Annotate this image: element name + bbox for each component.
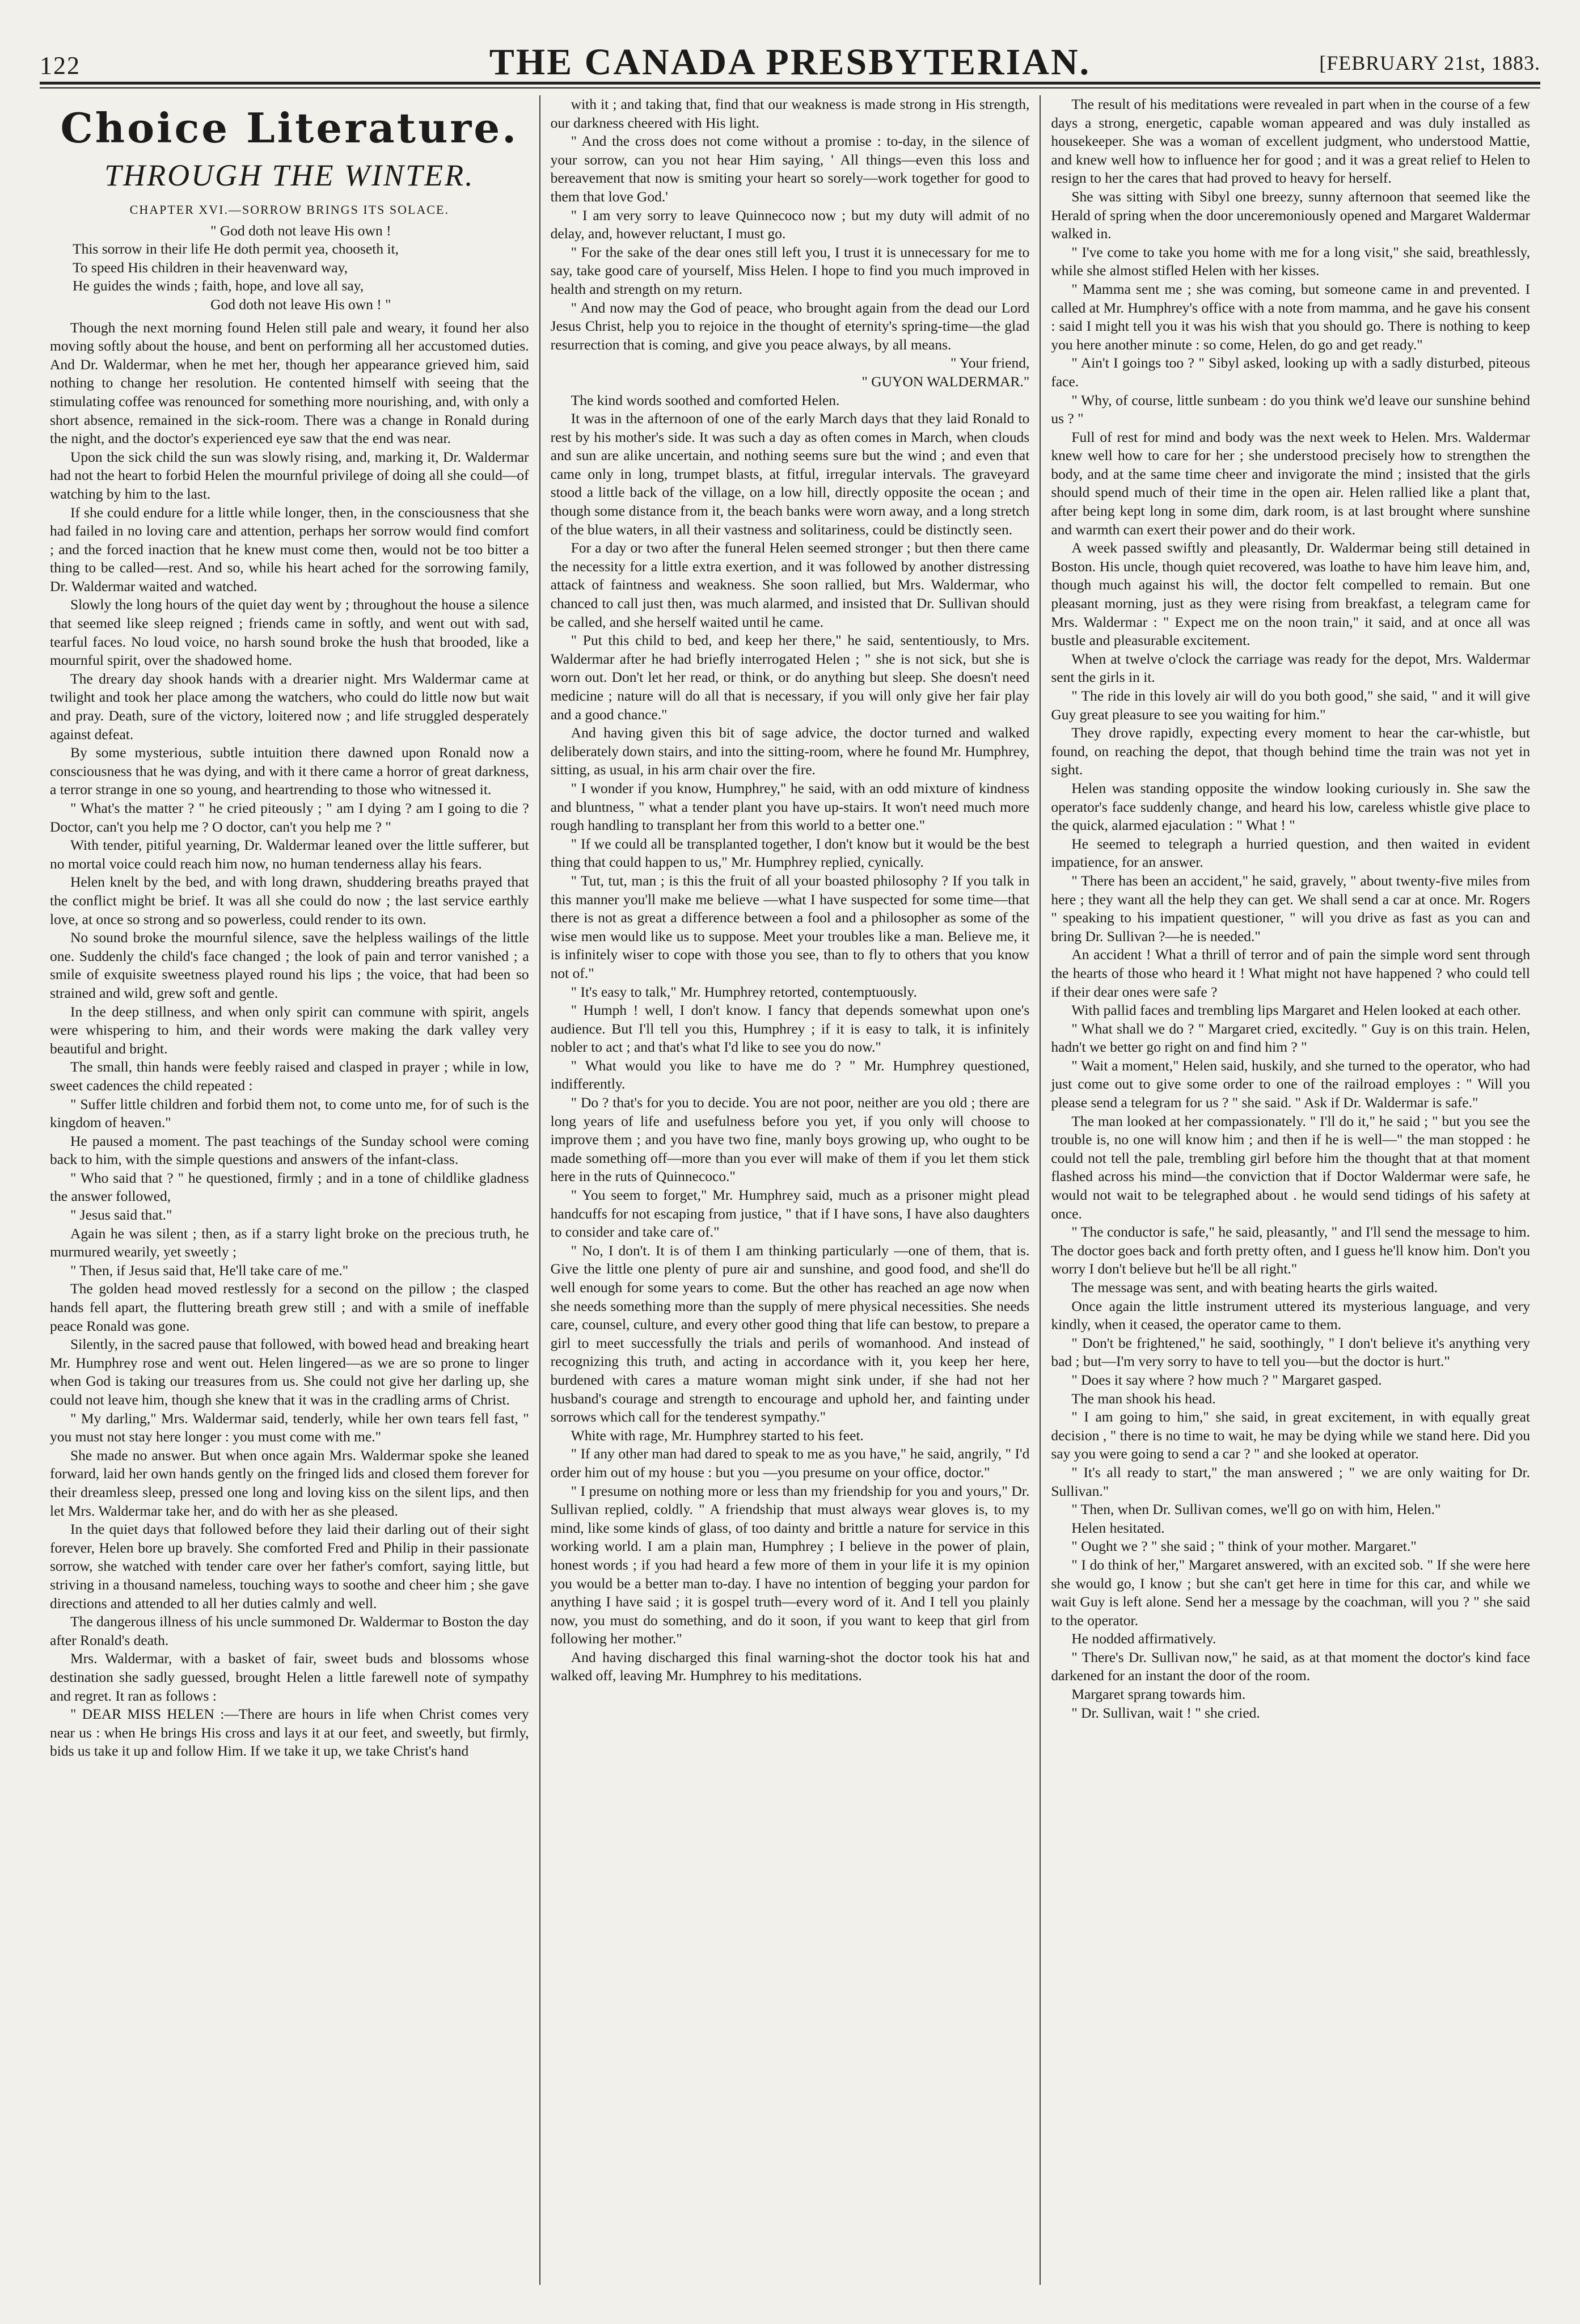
paragraph: " It's all ready to start," the man answered ; " we are only waiting for Dr. Sullivan." — [1051, 1463, 1531, 1499]
paragraph: " Does it say where ? how much ? " Margaret gasped. — [1071, 1371, 1382, 1388]
paragraph: In the quiet days that followed before they laid their darling out of their sight forever, Helen bore up bravely. She comforted Fred and Philip in their passionate sorrow, she watched with tender care over her father's comfort, saying little, but striving in a thousand nameless, touching ways to soothe and cheer him ; she gave directions and attended to all her duties calmly and well. — [50, 1521, 529, 1612]
paragraph: " The ride in this lovely air will do you both good," she said, " and it will give Guy great pleasure to see you waiting for him." — [1051, 688, 1531, 723]
paragraph: " I presume on nothing more or less than my friendship for you and yours," Dr. Sullivan replied, coldly. " A friendship that must always wear gloves is, to my mind, like some kinds of glass, of too dainty and brittle a nature for service in this working world. I am a plain man, Humphrey ; I believe in the power of plain, honest words ; if you had heard a few more of them in your life it is my opinion you would be a better man to-day. I have no intention of begging your pardon for anything I have said ; it is gospel truth—every word of it. And I tell you plainly now, you must do something, and do it soon, if you want to keep that girl from following her mother." — [550, 1482, 1030, 1647]
paragraph: He seemed to telegraph a hurried question, and then waited in evident impatience, for an answer. — [1051, 835, 1531, 871]
paragraph: With pallid faces and trembling lips Margaret and Helen looked at each other. — [1071, 1002, 1521, 1019]
paragraph: A week passed swiftly and pleasantly, Dr. Waldermar being still detained in Boston. His uncle, though quiet recovered, was loathe to have him leave him, and, though much against his will, the doctor felt compelled to remain. But one pleasant morning, just as they were rising from breakfast, a telegram came for Mrs. Waldermar : " Expect me on the noon train," it said, and at once all was bustle and pleasurable excitement. — [1051, 539, 1531, 649]
paragraph: " Why, of course, little sunbeam : do you think we'd leave our sunshine behind us ? " — [1051, 391, 1531, 427]
paragraph: For a day or two after the funeral Helen seemed stronger ; but then there came the necessity for a little extra exertion, and it was followed by another distressing attack of faintness and weakness. She soon rallied, but Mrs. Waldermar, who chanced to call just then, was much alarmed, and insisted that Dr. Sullivan should be called, and she herself waited until he came. — [550, 539, 1030, 630]
paragraph: " Tut, tut, man ; is this the fruit of all your boasted philosophy ? If you talk in this manner you'll make me believe —what I have suspected for some time—that there is not as great a difference between a fool and a philosopher as some of the wise men would like us to suppose. Meet your troubles like a man. Believe me, it is infinitely wiser to cope with those you see, than to fly to others that you know not of." — [550, 872, 1030, 981]
paragraph: " Don't be frightened," he said, soothingly, " I don't believe it's anything very bad ; but—I'm very sorry to have to tell you—but the doctor is hurt." — [1051, 1334, 1531, 1370]
paragraph: No sound broke the mournful silence, save the helpless wailings of the little one. Suddenly the child's face changed ; the look of pain and terror vanished ; a smile of exquisite sweetness played round his lips ; the voice, that had been so strained and wild, grew soft and gentle. — [50, 929, 529, 1001]
paragraph: " Ain't I goings too ? " Sibyl asked, looking up with a sadly disturbed, piteous face. — [1051, 355, 1531, 390]
paragraph: She made no answer. But when once again Mrs. Waldermar spoke she leaned forward, laid her own hands gently on the fringed lids and closed them forever for their dreamless sleep, pressed one long and loving kiss on the silent lips, and then let Mrs. Waldermar take her, and do with her as she pleased. — [50, 1446, 529, 1519]
paragraph: " If any other man had dared to speak to me as you have," he said, angrily, " I'd order him out of my house : but you —you presume on your office, doctor." — [550, 1445, 1030, 1481]
paragraph: He nodded affirmatively. — [1071, 1630, 1216, 1647]
paragraph: Mrs. Waldermar, with a basket of fair, sweet buds and blossoms whose destination she sadly guessed, brought Helen a little farewell note of sympathy and regret. It ran as follows : — [50, 1650, 529, 1704]
paragraph: " Wait a moment," Helen said, huskily, and she turned to the operator, who had just come out to give some order to one of the railroad employes : " Will you please send a telegram for us ? " she said. " Ask if Dr. Waldermar is safe." — [1051, 1057, 1531, 1111]
column-3-body — [1051, 95, 1530, 1722]
paragraph: " If we could all be transplanted together, I don't know but it would be the best thing that could happen to us," Mr. Humphrey replied, cynically. — [550, 835, 1030, 871]
paragraph: Again he was silent ; then, as if a starry light broke on the precious truth, he murmured wearily, yet sweetly ; — [50, 1225, 529, 1260]
paragraph: " The conductor is safe," he said, pleasantly, " and I'll send the message to him. The doctor goes back and forth pretty often, and I guess he'll know him. Don't you worry I don't believe but he'll be all right." — [1051, 1224, 1531, 1277]
paragraph: " What would you like to have me do ? " Mr. Humphrey questioned, indifferently. — [550, 1057, 1030, 1093]
paragraph: " And now may the God of peace, who brought again from the dead our Lord Jesus Christ, help you to rejoice in the thought of eternity's spring-time—the glad resurrection that is coming, and give you peace always, by all means. — [550, 299, 1030, 353]
paragraph: With tender, pitiful yearning, Dr. Waldermar leaned over the little sufferer, but no mortal voice could reach him now, no human tenderness allay his fears. — [50, 837, 529, 872]
paragraph: " I am going to him," she said, in great excitement, in with equally great decision , " there is no time to wait, he may be dying while we stand here. Did you say you were going to send a car ? " and she looked at operator. — [1051, 1408, 1531, 1462]
paragraph: The kind words soothed and comforted Helen. — [571, 391, 840, 408]
paragraph: If she could endure for a little while longer, then, in the consciousness that she had failed in no loving care and attention, perhaps her sorrow would find comfort ; and the forced inaction that he knew must come then, would not be too bitter a thing to be called—rest. And so, while his heart ached for the sorrowing family, Dr. Waldermar waited and watched. — [50, 504, 529, 594]
paragraph: Once again the little instrument uttered its mysterious language, and very kindly, when it ceased, the operator came to them. — [1051, 1297, 1531, 1333]
paragraph: " What's the matter ? " he cried piteously ; " am I dying ? am I going to die ? Doctor, can't you help me ? O doctor, can't you help me ? " — [50, 800, 529, 835]
verse-line: God doth not leave His own ! " — [210, 296, 391, 313]
paragraph: " For the sake of the dear ones still left you, I trust it is unnecessary for me to say, take good care of yourself, Miss Helen. I hope to find you much improved in health and strength on my return. — [550, 243, 1030, 297]
paragraph: " DEAR MISS HELEN :—There are hours in life when Christ comes very near us : when He brings His cross and lays it at our feet, and sweetly, but firmly, bids us take it up and follow Him. If we take it up, we take Christ's hand — [50, 1706, 529, 1760]
chapter-heading: CHAPTER XVI.—SORROW BRINGS ITS SOLACE. — [129, 203, 449, 217]
paragraph: Helen hesitated. — [1071, 1519, 1165, 1536]
paragraph: An accident ! What a thrill of terror and of pain the simple word sent through the hearts of those who heard it ! What might not have happened ? who could tell if their dear ones were safe ? — [1051, 946, 1531, 1000]
paragraph: The golden head moved restlessly for a second on the pillow ; the clasped hands fell apart, the fluttering breath grew still ; and with a smile of ineffable peace Ronald was gone. — [50, 1280, 529, 1334]
paragraph: Margaret sprang towards him. — [1071, 1686, 1246, 1703]
verse-line: He guides the winds ; faith, hope, and love all say, — [73, 277, 364, 294]
column-1-body — [50, 319, 529, 1761]
paragraph: " I've come to take you home with me for a long visit," she said, breathlessly, while she almost stifled Helen with her kisses. — [1051, 243, 1531, 279]
paragraph: " You seem to forget," Mr. Humphrey said, much as a prisoner might plead handcuffs for not escaping from justice, " that if I have sons, I have also daughters to consider and take care of." — [550, 1187, 1030, 1241]
paragraph: She was sitting with Sibyl one breezy, sunny afternoon that seemed like the Herald of spring when the door unceremoniously opened and Margaret Waldermar walked in. — [1051, 188, 1531, 242]
paragraph: " There has been an accident," he said, gravely, " about twenty-five miles from here ; they want all the help they can get. We shall send a car at once. Mr. Rogers " speaking to his impatient questioner, " will you drive as fast as you can and bring Dr. Sullivan ?—he is needed." — [1051, 872, 1531, 944]
paragraph: " Do ? that's for you to decide. You are not poor, neither are you old ; there are long years of life and usefulness before you yet, if you only will choose to improve them ; and you have two fine, manly boys growing up, who ought to be made something off—more than you ever will make of them if you let them stick here in the ruts of Quinnecoco." — [550, 1094, 1030, 1185]
paragraph: Silently, in the sacred pause that followed, with bowed head and breaking heart Mr. Humphrey rose and went out. Helen lingered—as we are so prone to linger when God is taking our treasures from us. She could not give her darling up, she could not leave him, though she knew that it was in the cradling arms of Christ. — [50, 1336, 529, 1408]
paragraph: " Mamma sent me ; she was coming, but someone came in and prevented. I called at Mr. Humphrey's office with a note from mamma, and he gave his consent : said I might tell you it was his wish that you should go. There is nothing to keep you here another minute : so come, Helen, do go and get ready." — [1051, 280, 1531, 353]
verse-line: " God doth not leave His own ! — [210, 222, 391, 239]
paragraph: Helen knelt by the bed, and with long drawn, shuddering breaths prayed that the conflict might be brief. It was all she could do now ; the last service earthly love, at once so strong and so powerless, could render to its own. — [50, 874, 529, 927]
paragraph: White with rage, Mr. Humphrey started to his feet. — [571, 1427, 864, 1444]
paragraph: " It's easy to talk," Mr. Humphrey retorted, contemptuously. — [571, 983, 917, 1000]
paragraph: " I am very sorry to leave Quinnecoco now ; but my duty will admit of no delay, and, however reluctant, I must go. — [550, 206, 1030, 242]
paragraph: " And the cross does not come without a promise : to-day, in the silence of your sorrow, can you not hear Him saying, ' All things—even this loss and bereavement that now is smiting your heart so sorely—work together for good to them that love God.' — [550, 133, 1030, 205]
paragraph: Full of rest for mind and body was the next week to Helen. Mrs. Waldermar knew well how to care for her ; she understood precisely how to strengthen the body, and at the same time cheer and invigorate the mind ; insisted that the girls should spend much of their time in the open air. Helen rallied like a plant that, after being kept long in some dim, dark room, is at last brought where sunshine and warmth can exert their power and do their work. — [1051, 428, 1531, 538]
paragraph: The result of his meditations were revealed in part when in the course of a few days a strong, energetic, capable woman appeared and was duly installed as housekeeper. She was a woman of excellent judgment, who understood Mattie, and knew well how to influence her for good ; and it was a great relief to Helen to resign to her the cares that had proved to heavy for herself. — [1051, 96, 1531, 187]
paragraph: The man shook his head. — [1071, 1390, 1216, 1407]
paragraph: They drove rapidly, expecting every moment to hear the car-whistle, but found, on reaching the depot, that though behind time the train was not yet in sight. — [1051, 724, 1531, 778]
epigraph-verse — [73, 222, 529, 314]
page-header — [40, 28, 1540, 83]
paragraph: with it ; and taking that, find that our weakness is made strong in His strength, our darkness cheered with His light. — [550, 96, 1030, 131]
paragraph: The dreary day shook hands with a drearier night. Mrs Waldermar came at twilight and took her place among the watchers, who could do little now but wait and pray. Death, sure of the victory, loitered now ; and life struggled desperately against defeat. — [50, 670, 529, 743]
paragraph: " My darling," Mrs. Waldermar said, tenderly, while her own tears fell fast, " you must not stay here longer : you must come with me." — [50, 1410, 529, 1445]
column-2-body — [551, 95, 1030, 1685]
paragraph: When at twelve o'clock the carriage was ready for the depot, Mrs. Waldermar sent the girls in it. — [1051, 650, 1531, 686]
issue-date: [FEBRUARY 21st, 1883. — [1319, 52, 1540, 74]
paragraph: " GUYON WALDERMAR." — [861, 373, 1030, 390]
verse-line: This sorrow in their life He doth permit yea, chooseth it, — [73, 241, 399, 258]
paragraph: Slowly the long hours of the quiet day went by ; throughout the house a silence that seemed like sleep reigned ; friends came in softly, and went out with sad, tearful faces. No loud voice, no harsh sound broke the hush that brooded, like a mournful spirit, over the shadowed home. — [50, 596, 529, 669]
paragraph: The man looked at her compassionately. " I'll do it," he said ; " but you see the trouble is, no one will know him ; and then if he is well—" the man stopped : he could not tell the pale, trembling girl before him the thought that at that moment flashed across his mind—the conviction that if Doctor Waldermar were safe, he would not wait to be telegraphed about . he would send tidings of his safety at once. — [1051, 1112, 1531, 1222]
article-columns — [40, 95, 1540, 2285]
paragraph: " Put this child to bed, and keep her there," he said, sententiously, to Mrs. Waldermar after he had briefly interrogated Helen ; " she is not sick, but she is worn out. Don't let her read, or think, or do anything but sleep. She doesn't need medicine ; nature will do all that is necessary, if you will only give her fair play and a good chance." — [550, 632, 1030, 723]
header-rule-thin — [40, 87, 1540, 88]
paragraph: It was in the afternoon of one of the early March days that they laid Ronald to rest by his mother's side. It was such a day as often comes in March, when clouds and sun are alike uncertain, and nothing seems sure but the wind ; and even that came only in long, trumpet blasts, at fitful, irregular intervals. The graveyard stood a little back of the village, on a low hill, directly opposite the ocean ; and though some distance from it, the beach banks were worn away, and a long stretch of the blue waters, in all their vastness and solitariness, could be distinctly seen. — [550, 410, 1030, 538]
page-number: 122 — [40, 52, 81, 79]
paragraph: " Humph ! well, I don't know. I fancy that depends somewhat upon one's audience. But I'll tell you this, Humphrey ; if it is easy to talk, it is infinitely nobler to act ; and that's what I'd like to see you do now." — [550, 1002, 1030, 1056]
column-1 — [40, 95, 539, 2285]
section-masthead: Choice Literature. — [60, 104, 519, 152]
paragraph: In the deep stillness, and when only spirit can commune with spirit, angels were whispering to him, and their words were making the dark valley very beautiful and bright. — [50, 1003, 529, 1057]
paragraph: " Then, when Dr. Sullivan comes, we'll go on with him, Helen." — [1071, 1501, 1441, 1518]
paragraph: And having given this bit of sage advice, the doctor turned and walked deliberately down stairs, and into the sitting-room, where he found Mr. Humphrey, sitting, as usual, in his arm chair over the fire. — [550, 724, 1030, 778]
paragraph: The message was sent, and with beating hearts the girls waited. — [1071, 1279, 1438, 1296]
paragraph: " What shall we do ? " Margaret cried, excitedly. " Guy is on this train. Helen, hadn't we better go right on and find him ? " — [1051, 1020, 1531, 1056]
paragraph: " I wonder if you know, Humphrey," he said, with an odd mixture of kindness and bluntness, " what a tender plant you have up-stairs. It won't need much more rough handling to transplant her from this world to a better one." — [550, 779, 1030, 834]
paragraph: " Dr. Sullivan, wait ! " she cried. — [1071, 1704, 1260, 1721]
paper-name: THE CANADA PRESBYTERIAN. — [489, 41, 1091, 83]
paragraph: Upon the sick child the sun was slowly rising, and, marking it, Dr. Waldermar had not the heart to forbid Helen the mournful privilege of doing all she could—of watching by him to the last. — [50, 448, 529, 502]
paragraph: Though the next morning found Helen still pale and weary, it found her also moving softly about the house, and bent on performing all her accustomed duties. And Dr. Waldermar, when he met her, though her appearance grieved him, said nothing to change her resolution. He contented himself with seeing that the stimulating coffee was renounced for something more nourishing, and, with only a short absence, remained in the sick-room. There was a change in Ronald during the night, and the doctor's experienced eye saw that the end was near. — [50, 319, 529, 447]
paragraph: " Your friend, — [950, 355, 1030, 372]
story-title: THROUGH THE WINTER. — [104, 158, 475, 192]
paragraph: " Ought we ? " she said ; " think of your mother. Margaret." — [1071, 1538, 1417, 1555]
column-2 — [539, 95, 1040, 2285]
paragraph: Helen was standing opposite the window looking curiously in. She saw the operator's face suddenly change, and heard his low, careless whistle give place to the quick, alarmed ejaculation : " What ! " — [1051, 779, 1531, 834]
paragraph: And having discharged this final warning-shot the doctor took his hat and walked off, leaving Mr. Humphrey to his meditations. — [550, 1648, 1030, 1684]
paragraph: By some mysterious, subtle intuition there dawned upon Ronald now a consciousness that he was dying, and with it there came a horror of great darkness, a terror strange in one so young, and heartrending to those who witnessed it. — [50, 744, 529, 798]
verse-line: To speed His children in their heavenward way, — [73, 259, 348, 276]
column-3 — [1040, 95, 1540, 2285]
paragraph: The small, thin hands were feebly raised and clasped in prayer ; while in low, sweet cadences the child repeated : — [50, 1058, 529, 1094]
paragraph: " Who said that ? " he questioned, firmly ; and in a tone of childlike gladness the answer followed, — [50, 1169, 529, 1205]
paragraph: " There's Dr. Sullivan now," he said, as at that moment the doctor's kind face darkened for an instant the door of the room. — [1051, 1648, 1531, 1684]
paragraph: " Jesus said that." — [70, 1207, 172, 1224]
paragraph: He paused a moment. The past teachings of the Sunday school were coming back to him, with the simple questions and answers of the infant-class. — [50, 1132, 529, 1168]
paragraph: " Then, if Jesus said that, He'll take care of me." — [70, 1262, 349, 1279]
paragraph: The dangerous illness of his uncle summoned Dr. Waldermar to Boston the day after Ronald's death. — [50, 1613, 529, 1648]
paragraph: " No, I don't. It is of them I am thinking particularly —one of them, that is. Give the little one plenty of pure air and sunshine, and good food, and she'll do well enough for some years to come. But the other has reached an age now when she needs something more than the supply of mere physical necessities. She needs care, counsel, culture, and every other good thing that life can bestow, to prepare a girl to meet successfully the trials and perils of womanhood. And instead of recognizing this truth, and acting in accordance with it, you keep her here, burdened with cares a mature woman might sink under, if she had not her husband's courage and strength to encourage and uphold her, and fainting under sorrows which call for the tenderest sympathy." — [550, 1242, 1030, 1425]
paragraph: " I do think of her," Margaret answered, with an excited sob. " If she were here she would go, I know ; but she can't get here in time for this car, and while we wait Guy is left alone. Send her a message by the coachman, will you ? " she said to the operator. — [1051, 1556, 1531, 1629]
paragraph: " Suffer little children and forbid them not, to come unto me, for of such is the kingdom of heaven." — [50, 1095, 529, 1131]
